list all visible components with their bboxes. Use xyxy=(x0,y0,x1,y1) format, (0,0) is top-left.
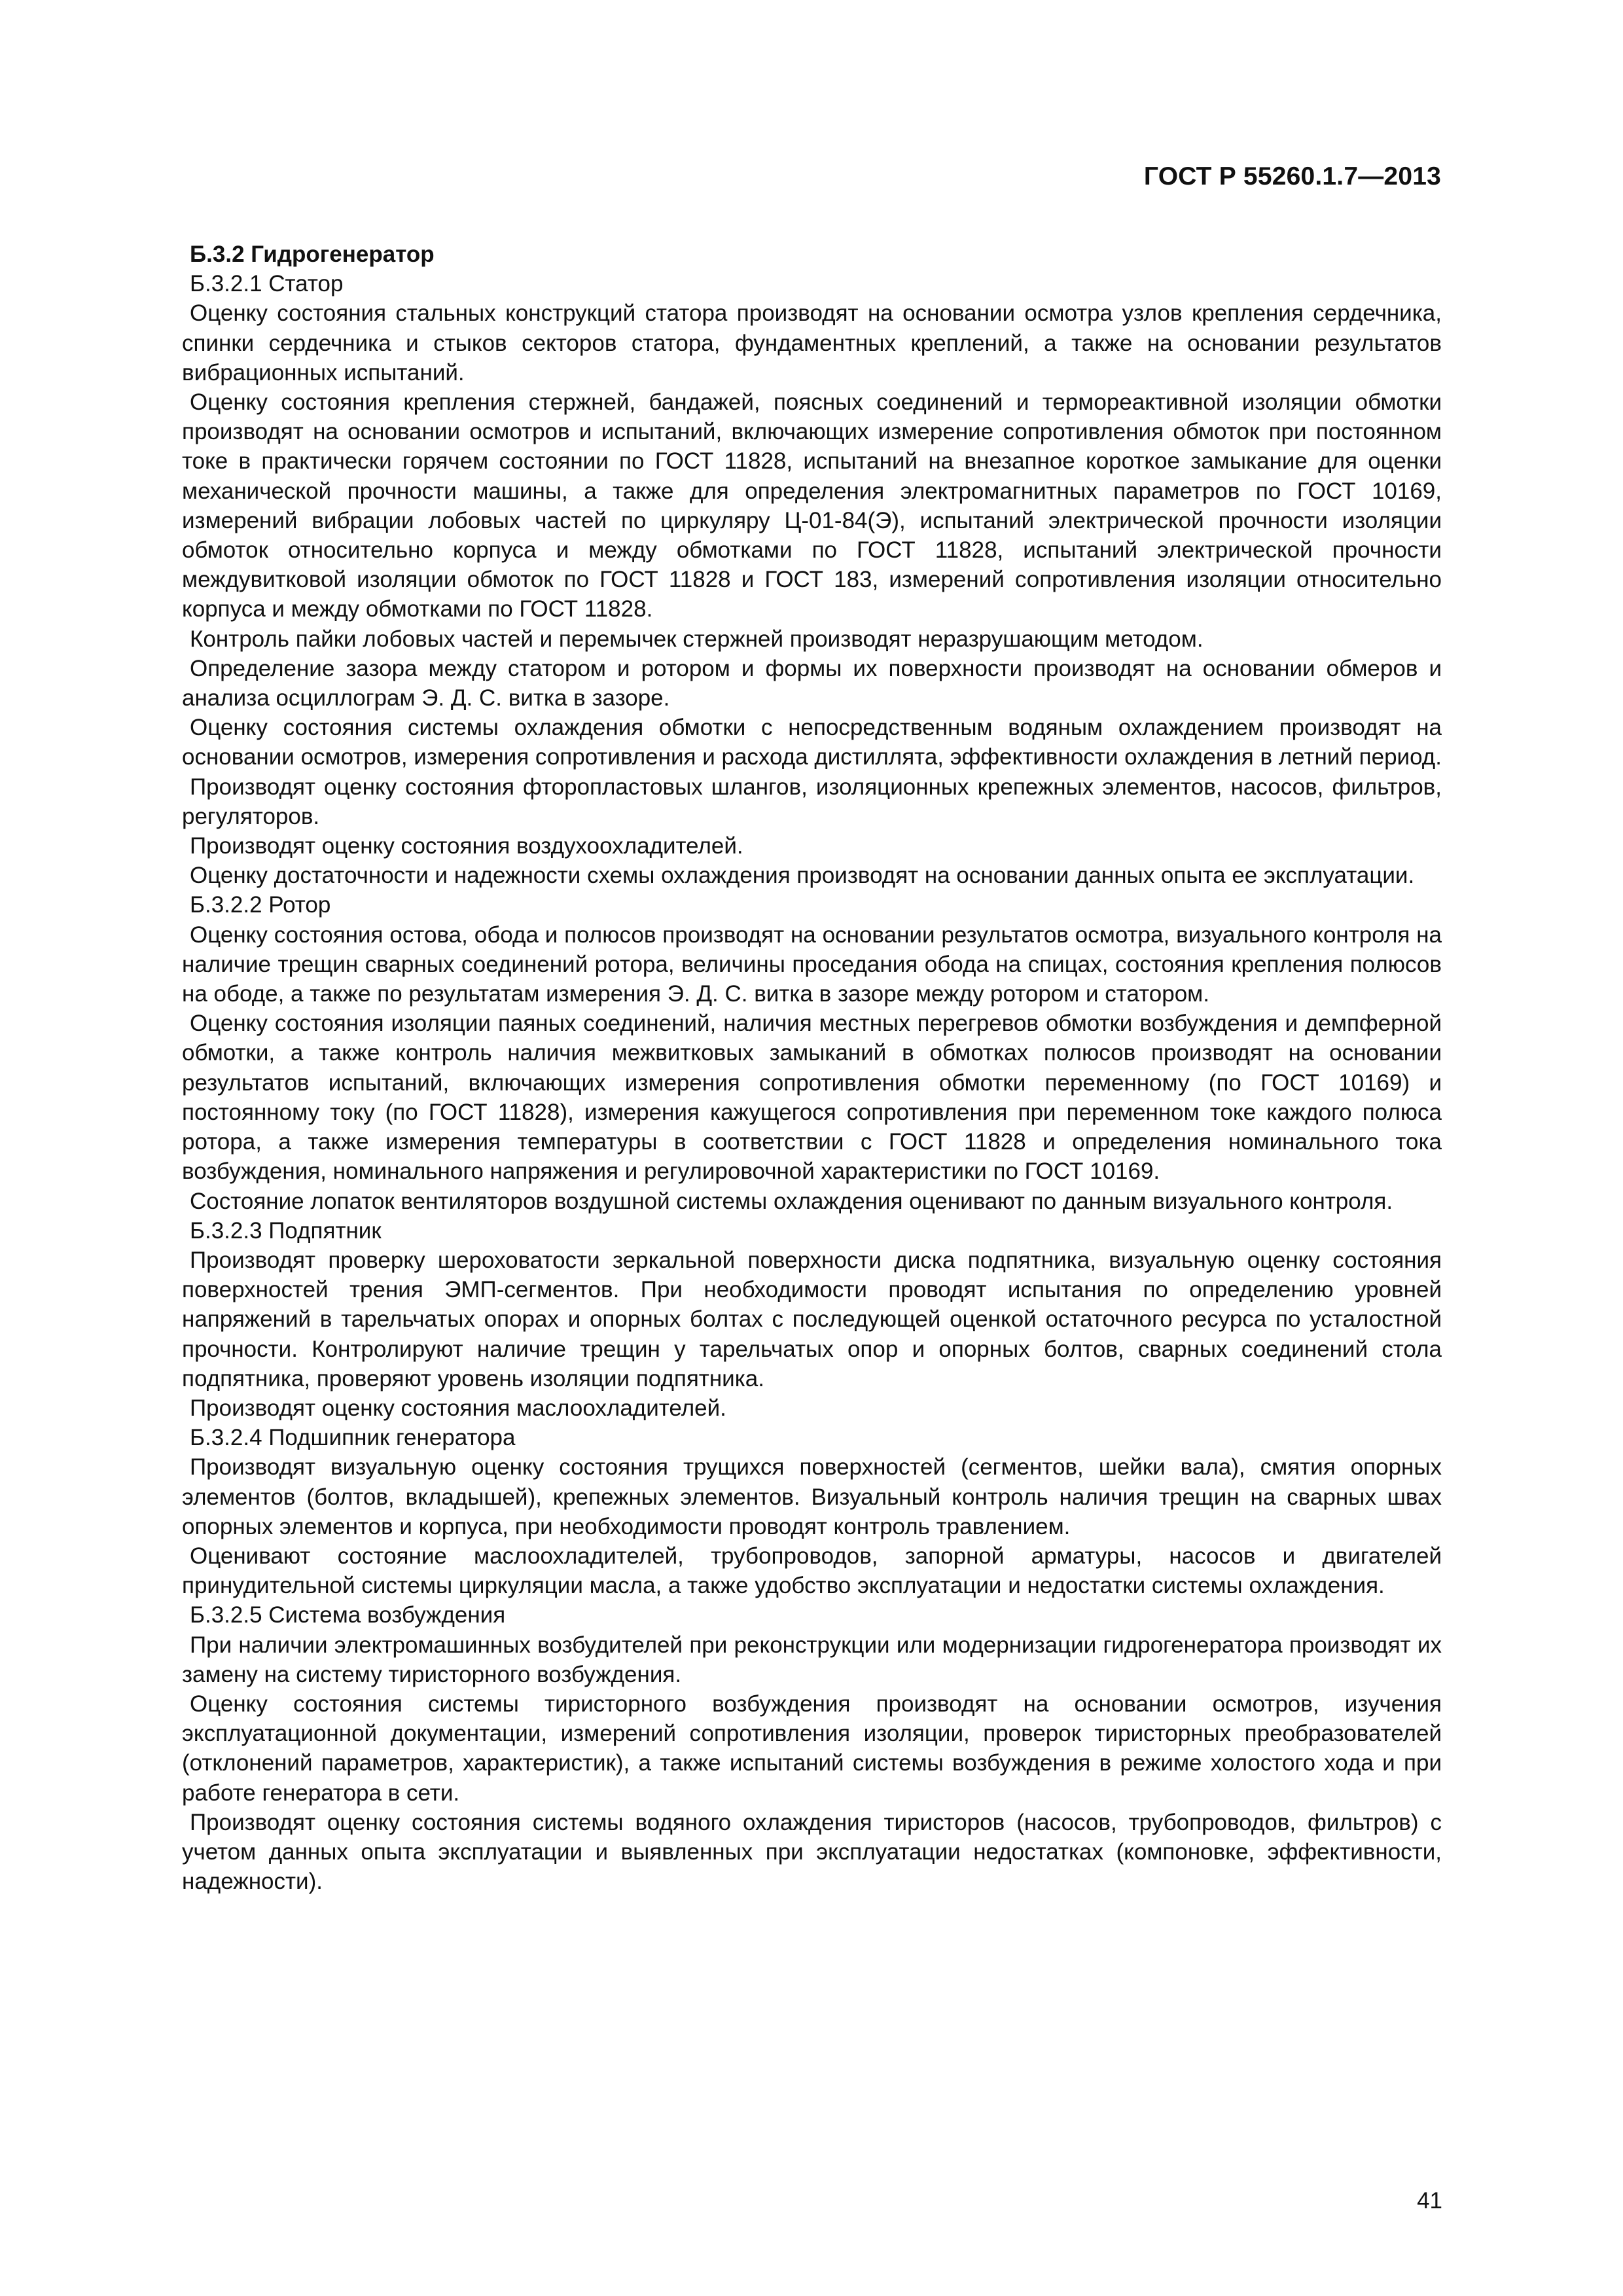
subsection-heading: Б.3.2.1 Статор xyxy=(190,271,344,297)
body-paragraph: Состояние лопаток вентиляторов воздушной системы охлаждения оценивают по данным визуального контроля. xyxy=(190,1188,1393,1214)
body-paragraph: Оценку состояния системы тиристорного возбуждения производят на основании осмотров, изучения эксплуатационной документации, измерений сопротивления изоляции, проверок тиристорных преобразователей (отклонений параметров, характеристик), а также испытаний системы возбуждения в режиме холостого хода и при работе генератора в сети. xyxy=(182,1691,1442,1806)
body-paragraph: Производят визуальную оценку состояния трущихся поверхностей (сегментов, шейки вала), смятия опорных элементов (болтов, вкладышей), крепежных элементов. Визуальный контроль наличия трещин на сварных швах опорных элементов и корпуса, при необходимости проводят контроль травлением. xyxy=(182,1454,1442,1539)
body-paragraph: Производят оценку состояния воздухоохладителей. xyxy=(190,833,743,859)
body-paragraph: Производят оценку состояния системы водяного охлаждения тиристоров (насосов, трубопроводов, фильтров) с учетом данных опыта эксплуатации и выявленных при эксплуатации недостатках (компоновке, эффективности, надежности). xyxy=(182,1809,1442,1895)
body-paragraph: Оценку состояния крепления стержней, бандажей, поясных соединений и термореактивной изоляции обмотки производят на основании осмотров и испытаний, включающих измерение сопротивления обмоток при постоянном токе в практически горячем состоянии по ГОСТ 11828, испытаний на внезапное короткое замыкание для оценки механической прочности машины, а также для определения электромагнитных параметров по ГОСТ 10169, измерений вибрации лобовых частей по циркуляру Ц-01-84(Э), испытаний электрической прочности изоляции обмоток относительно корпуса и между обмотками по ГОСТ 11828, испытаний электрической прочности междувитковой изоляции обмоток по ГОСТ 11828 и ГОСТ 183, измерений сопротивления изоляции относительно корпуса и между обмотками по ГОСТ 11828. xyxy=(182,389,1442,622)
body-paragraph: Оценку достаточности и надежности схемы охлаждения производят на основании данных опыта ее эксплуатации. xyxy=(190,863,1415,889)
body-paragraph: Производят оценку состояния фторопластовых шлангов, изоляционных крепежных элементов, насосов, фильтров, регуляторов. xyxy=(182,774,1442,829)
body-paragraph: Оценку состояния стальных конструкций статора производят на основании осмотра узлов крепления сердечника, спинки сердечника и стыков секторов статора, фундаментных креплений, а также на основании результатов вибрационных испытаний. xyxy=(182,300,1442,386)
subsection-heading: Б.3.2.3 Подпятник xyxy=(190,1217,382,1244)
body-paragraph: Оценку состояния изоляции паяных соединений, наличия местных перегревов обмотки возбуждения и демпферной обмотки, а также контроль наличия межвитковых замыканий в обмотках полюсов производят на основании результатов испытаний, включающих измерения сопротивления обмотки переменному (по ГОСТ 10169) и постоянному току (по ГОСТ 11828), измерения кажущегося сопротивления при переменном токе каждого полюса ротора, а также измерения температуры в соответствии с ГОСТ 11828 и определения номинального тока возбуждения, номинального напряжения и регулировочной характеристики по ГОСТ 10169. xyxy=(182,1011,1442,1185)
subsection-heading: Б.3.2.4 Подшипник генератора xyxy=(190,1425,516,1451)
document-body xyxy=(182,240,1442,1896)
body-paragraph: Оценку состояния остова, обода и полюсов производят на основании результатов осмотра, визуального контроля на наличие трещин сварных соединений ротора, величины проседания обода на спицах, состояния крепления полюсов на ободе, а также по результатам измерения Э. Д. С. витка в зазоре между ротором и статором. xyxy=(182,922,1442,1007)
body-paragraph: При наличии электромашинных возбудителей при реконструкции или модернизации гидрогенератора производят их замену на систему тиристорного возбуждения. xyxy=(182,1632,1442,1687)
body-paragraph: Контроль пайки лобовых частей и перемычек стержней производят неразрушающим методом. xyxy=(190,626,1204,652)
subsection-heading: Б.3.2.5 Система возбуждения xyxy=(190,1602,506,1628)
body-paragraph: Производят оценку состояния маслоохладителей. xyxy=(190,1395,726,1421)
section-title: Б.3.2 Гидрогенератор xyxy=(190,242,435,267)
body-paragraph: Оценку состояния системы охлаждения обмотки с непосредственным водяным охлаждением производят на основании осмотров, измерения сопротивления и расхода дистиллята, эффективности охлаждения в летний период. xyxy=(182,715,1442,770)
body-paragraph: Оценивают состояние маслоохладителей, трубопроводов, запорной арматуры, насосов и двигателей принудительной системы циркуляции масла, а также удобство эксплуатации и недостатки системы охлаждения. xyxy=(182,1543,1442,1599)
body-paragraph: Определение зазора между статором и ротором и формы их поверхности производят на основании обмеров и анализа осциллограм Э. Д. С. витка в зазоре. xyxy=(182,655,1442,711)
subsection-heading: Б.3.2.2 Ротор xyxy=(190,892,331,918)
page-number: 41 xyxy=(1417,2188,1442,2214)
body-paragraph: Производят проверку шероховатости зеркальной поверхности диска подпятника, визуальную оценку состояния поверхностей трения ЭМП-сегментов. При необходимости проводят испытания по определению уровней напряжений в тарельчатых опорах и опорных болтах с последующей оценкой остаточного ресурса по усталостной прочности. Контролируют наличие трещин у тарельчатых опор и опорных болтов, сварных соединений стола подпятника, проверяют уровень изоляции подпятника. xyxy=(182,1247,1442,1391)
document-number-header: ГОСТ Р 55260.1.7—2013 xyxy=(1143,162,1441,190)
